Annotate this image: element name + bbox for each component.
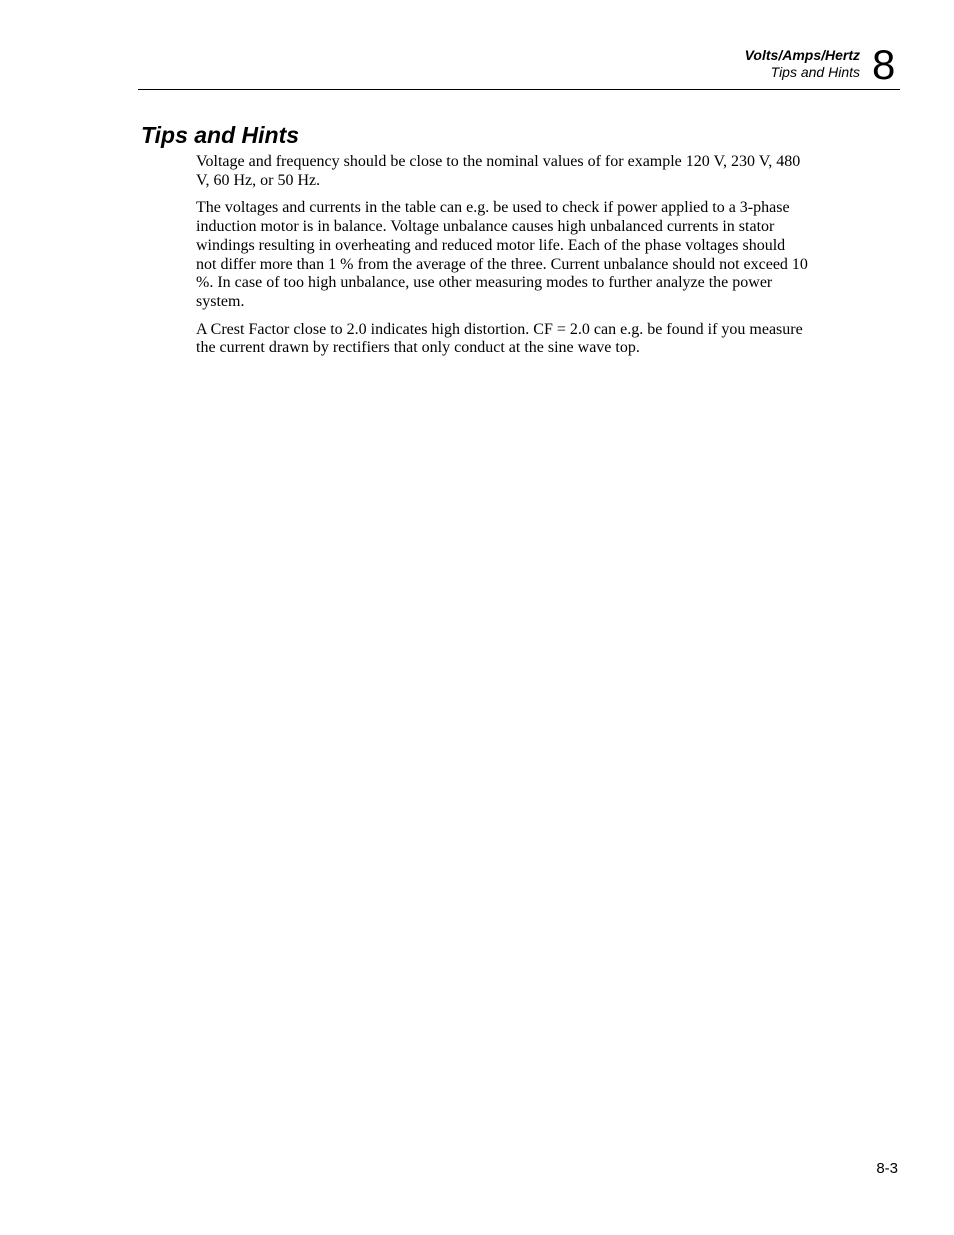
page-number: 8-3: [876, 1160, 898, 1177]
header-chapter-title: Volts/Amps/Hertz: [744, 47, 860, 63]
running-header: [745, 47, 860, 81]
paragraph-balance: The voltages and currents in the table can e.g. be used to check if power applied to a 3-phase induction motor is in balance. Voltage unbalance causes high unbalanced currents in stator windings resulting in overheating and reduced motor life. Each of the phase voltages should not differ more than 1 % from the average of the three. Current unbalance should not exceed 10 %. In case of too high unbalance, use other measuring modes to further analyze the power system.: [196, 199, 808, 310]
header-divider: [138, 89, 900, 90]
paragraph-crest-factor: A Crest Factor close to 2.0 indicates high distortion. CF = 2.0 can e.g. be found if you measure the current drawn by rectifiers that only conduct at the sine wave top.: [196, 320, 803, 357]
chapter-number: 8: [872, 41, 896, 88]
header-section-title: Tips and Hints: [770, 64, 860, 80]
paragraph-nominal-values: Voltage and frequency should be close to the nominal values of for example 120 V, 230 V, 480 V, 60 Hz, or 50 Hz.: [196, 153, 801, 189]
section-body: [196, 153, 808, 367]
section-heading: Tips and Hints: [141, 122, 300, 148]
